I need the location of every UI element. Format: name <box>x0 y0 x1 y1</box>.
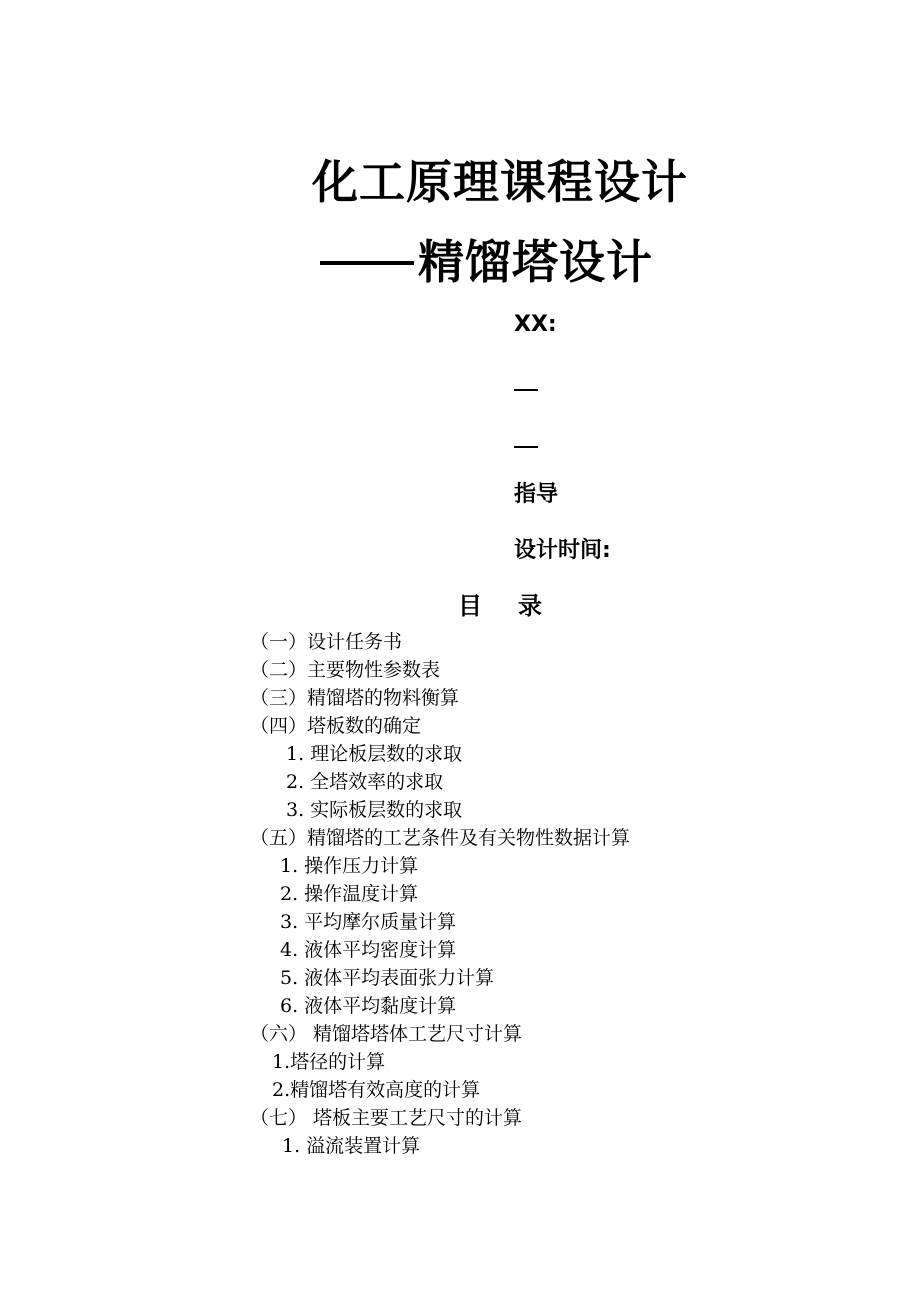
toc-item: 3. 实际板层数的求取 <box>286 799 463 821</box>
toc-item: 5. 液体平均表面张力计算 <box>280 967 495 989</box>
toc-item: 1. 理论板层数的求取 <box>286 743 463 765</box>
document-title: 化工原理课程设计 <box>312 155 688 209</box>
toc-item: （二）主要物性参数表 <box>250 659 441 681</box>
toc-item: 2. 全塔效率的求取 <box>286 771 444 793</box>
toc-item: 2. 操作温度计算 <box>280 883 419 905</box>
document-subtitle <box>320 226 653 292</box>
toc-item: （五）精馏塔的工艺条件及有关物性数据计算 <box>250 827 631 849</box>
toc-item: （一）设计任务书 <box>250 631 403 653</box>
design-time-field-label: 设计时间: <box>514 538 611 563</box>
toc-item: 2.精馏塔有效高度的计算 <box>272 1079 481 1101</box>
toc-heading <box>458 586 542 621</box>
toc-item: 1. 操作压力计算 <box>280 855 419 877</box>
title-dash <box>320 261 414 265</box>
toc-item: 6. 液体平均黏度计算 <box>280 995 457 1017</box>
toc-heading-right: 录 <box>518 592 542 620</box>
blank-line <box>514 446 538 448</box>
toc-item: 4. 液体平均密度计算 <box>280 939 457 961</box>
toc-item: 1. 溢流装置计算 <box>282 1135 421 1157</box>
toc-item: 1.塔径的计算 <box>272 1051 386 1073</box>
name-field-label: XX: <box>514 312 557 337</box>
blank-line <box>514 389 538 391</box>
document-subtitle-text: 精馏塔设计 <box>418 235 653 289</box>
toc-item: （三）精馏塔的物料衡算 <box>250 687 460 709</box>
toc-item: （六） 精馏塔塔体工艺尺寸计算 <box>250 1023 523 1045</box>
toc-item: 3. 平均摩尔质量计算 <box>280 911 457 933</box>
toc-item: （四）塔板数的确定 <box>250 715 422 737</box>
toc-item: （七） 塔板主要工艺尺寸的计算 <box>250 1107 523 1129</box>
toc-heading-left: 目 <box>458 592 482 620</box>
advisor-field-label: 指导 <box>514 482 559 507</box>
